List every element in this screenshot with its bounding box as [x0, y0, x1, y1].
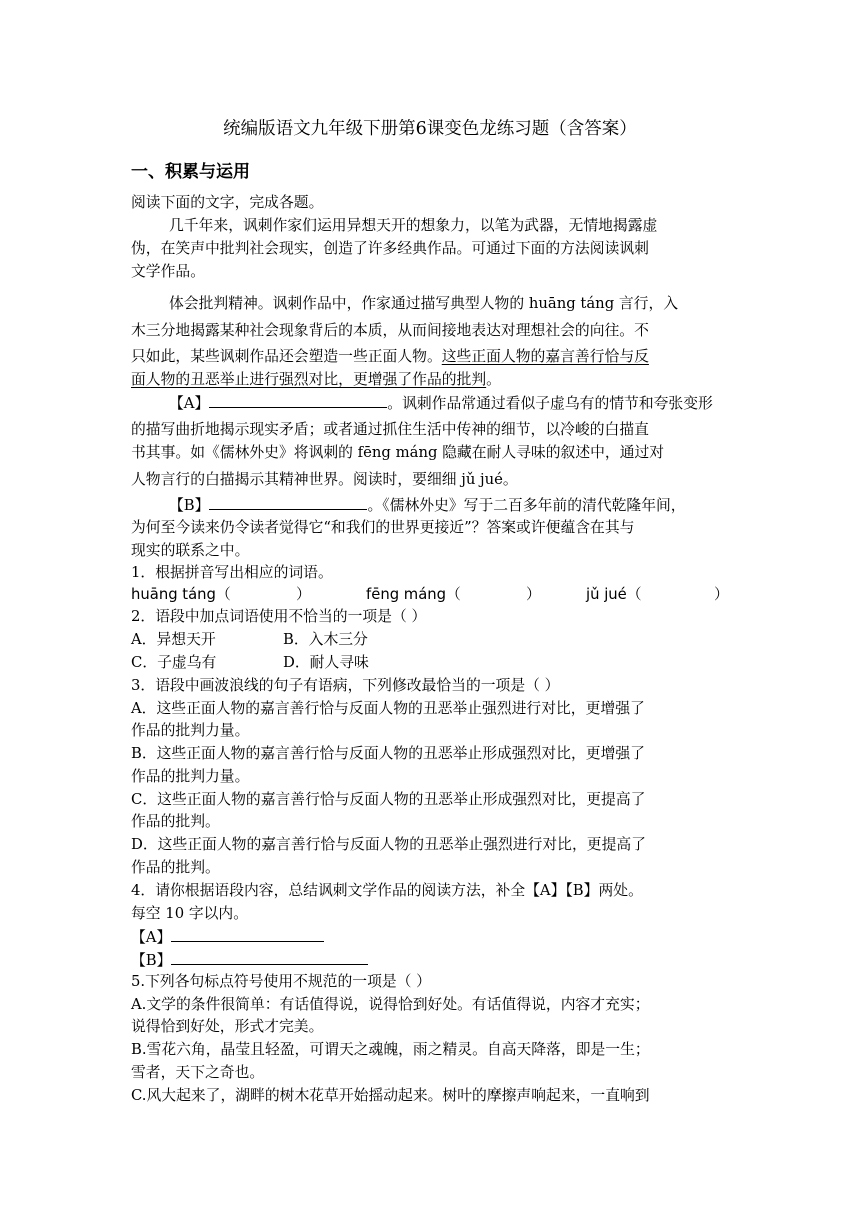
wavy-underlined-sentence: 面人物的丑恶举止进行强烈对比，更增强了作品的批判	[131, 371, 487, 388]
wavy-underlined-sentence: 这些正面人物的嘉言善行恰与反	[441, 348, 649, 365]
q2-option-d: D．耐人寻味	[283, 654, 369, 671]
q4-blank-a[interactable]	[171, 926, 324, 942]
q4-blank-a-line	[131, 926, 324, 948]
question-1: 1．根据拼音写出相应的词语。	[131, 564, 333, 581]
q3-option-c-cont: 作品的批判。	[131, 813, 220, 830]
question-5: 5.下列各句标点符号使用不规范的一项是（ ）	[131, 973, 431, 990]
blank-a-label: 【A】	[169, 395, 210, 412]
question-2: 2．语段中加点词语使用不恰当的一项是（ ）	[131, 608, 427, 625]
q4-blank-b-line	[131, 949, 368, 971]
paragraph-2-line	[131, 346, 649, 368]
q4-blank-a-label: 【A】	[131, 929, 172, 946]
q3-option-c: C．这些正面人物的嘉言善行恰与反面人物的丑恶举止形成强烈对比，更提高了	[131, 791, 646, 808]
paragraph-a-line	[169, 392, 713, 414]
q5-option-b-cont: 雪者，天下之奇也。	[131, 1064, 265, 1081]
q5-option-b: B.雪花六角，晶莹且轻盈，可谓天之魂魄，雨之精灵。自高天降落，即是一生；	[131, 1041, 650, 1058]
q5-option-c: C.风大起来了，湖畔的树木花草开始摇动起来。树叶的摩擦声响起来，一直响到	[131, 1087, 650, 1104]
q3-option-a-cont: 作品的批判力量。	[131, 722, 250, 739]
paragraph-1-line: 伪，在笑声中批判社会现实，创造了许多经典作品。可通过下面的方法阅读讽刺	[131, 240, 649, 257]
paragraph-b-line: 为何至今读来仍令读者觉得它“和我们的世界更接近”？答案或许便蕴含在其与	[131, 519, 635, 536]
q5-option-a-cont: 说得恰到好处，形式才完美。	[131, 1018, 324, 1035]
paragraph-b-text: 。《儒林外史》写于二百多年前的清代乾隆年间，	[367, 497, 686, 514]
paragraph-2-text: 只如此，某些讽刺作品还会塑造一些正面人物。	[131, 348, 442, 365]
q3-option-a: A．这些正面人物的嘉言善行恰与反面人物的丑恶举止强烈进行对比，更增强了	[131, 700, 645, 717]
q1-answer-c: jǔ jué（	[586, 586, 642, 603]
paragraph-2-line	[131, 369, 501, 391]
q2-option-c: C．子虚乌有	[131, 654, 217, 671]
paragraph-1-line: 几千年来，讽刺作家们运用异想天开的想象力，以笔为武器，无情地揭露虚	[169, 217, 658, 234]
paragraph-b-line: 现实的联系之中。	[131, 542, 250, 559]
document-title: 统编版语文九年级下册第6课变色龙练习题（含答案）	[223, 119, 637, 139]
q1-close-b: ）	[526, 586, 541, 603]
question-4-cont: 每空 10 字以内。	[131, 905, 249, 922]
q3-option-d: D．这些正面人物的嘉言善行恰与反面人物的丑恶举止强烈进行对比，更提高了	[131, 836, 646, 853]
intro-text: 阅读下面的文字，完成各题。	[131, 194, 324, 211]
q1-close-a: ）	[296, 586, 311, 603]
q3-option-d-cont: 作品的批判。	[131, 859, 220, 876]
paragraph-a-line: 书其事。如《儒林外史》将讽刺的 fēng máng 隐藏在耐人寻味的叙述中，通过对	[131, 444, 665, 461]
paragraph-2-line: 体会批判精神。讽刺作品中，作家通过描写典型人物的 huāng táng 言行，入	[169, 295, 679, 312]
blank-a	[209, 392, 387, 408]
paragraph-b-line	[169, 494, 686, 516]
section-heading: 一、积累与运用	[131, 162, 250, 182]
blank-b-label: 【B】	[169, 497, 210, 514]
paragraph-1-line: 文学作品。	[131, 263, 205, 280]
q5-option-a: A.文学的条件很简单：有话值得说，说得恰到好处。有话值得说，内容才充实；	[131, 996, 650, 1013]
paragraph-2-line: 木三分地揭露某种社会现象背后的本质，从而间接地表达对理想社会的向往。不	[131, 322, 649, 339]
q1-answer-a: huāng táng（	[131, 586, 231, 603]
paragraph-a-line: 人物言行的白描揭示其精神世界。阅读时，要细细 jǔ jué。	[131, 471, 518, 488]
blank-b	[209, 494, 367, 510]
q2-option-a: A．异想天开	[131, 631, 216, 648]
question-4: 4．请你根据语段内容，总结讽刺文学作品的阅读方法，补全【A】【B】两处。	[131, 882, 643, 899]
q2-option-b: B．入木三分	[283, 631, 368, 648]
q3-option-b-cont: 作品的批判力量。	[131, 768, 250, 785]
q1-answer-b: fēng máng（	[366, 586, 461, 603]
paragraph-2-text: 。	[486, 371, 501, 388]
q4-blank-b[interactable]	[171, 949, 368, 965]
q3-option-b: B．这些正面人物的嘉言善行恰与反面人物的丑恶举止形成强烈对比，更增强了	[131, 745, 645, 762]
paragraph-a-line: 的描写曲折地揭示现实矛盾；或者通过抓住生活中传神的细节，以冷峻的白描直	[131, 421, 649, 438]
paragraph-a-text: 。讽刺作品常通过看似子虚乌有的情节和夸张变形	[387, 395, 713, 412]
q4-blank-b-label: 【B】	[131, 952, 172, 969]
q1-close-c: ）	[714, 586, 729, 603]
question-3: 3．语段中画波浪线的句子有语病，下列修改最恰当的一项是（ ）	[131, 677, 560, 694]
